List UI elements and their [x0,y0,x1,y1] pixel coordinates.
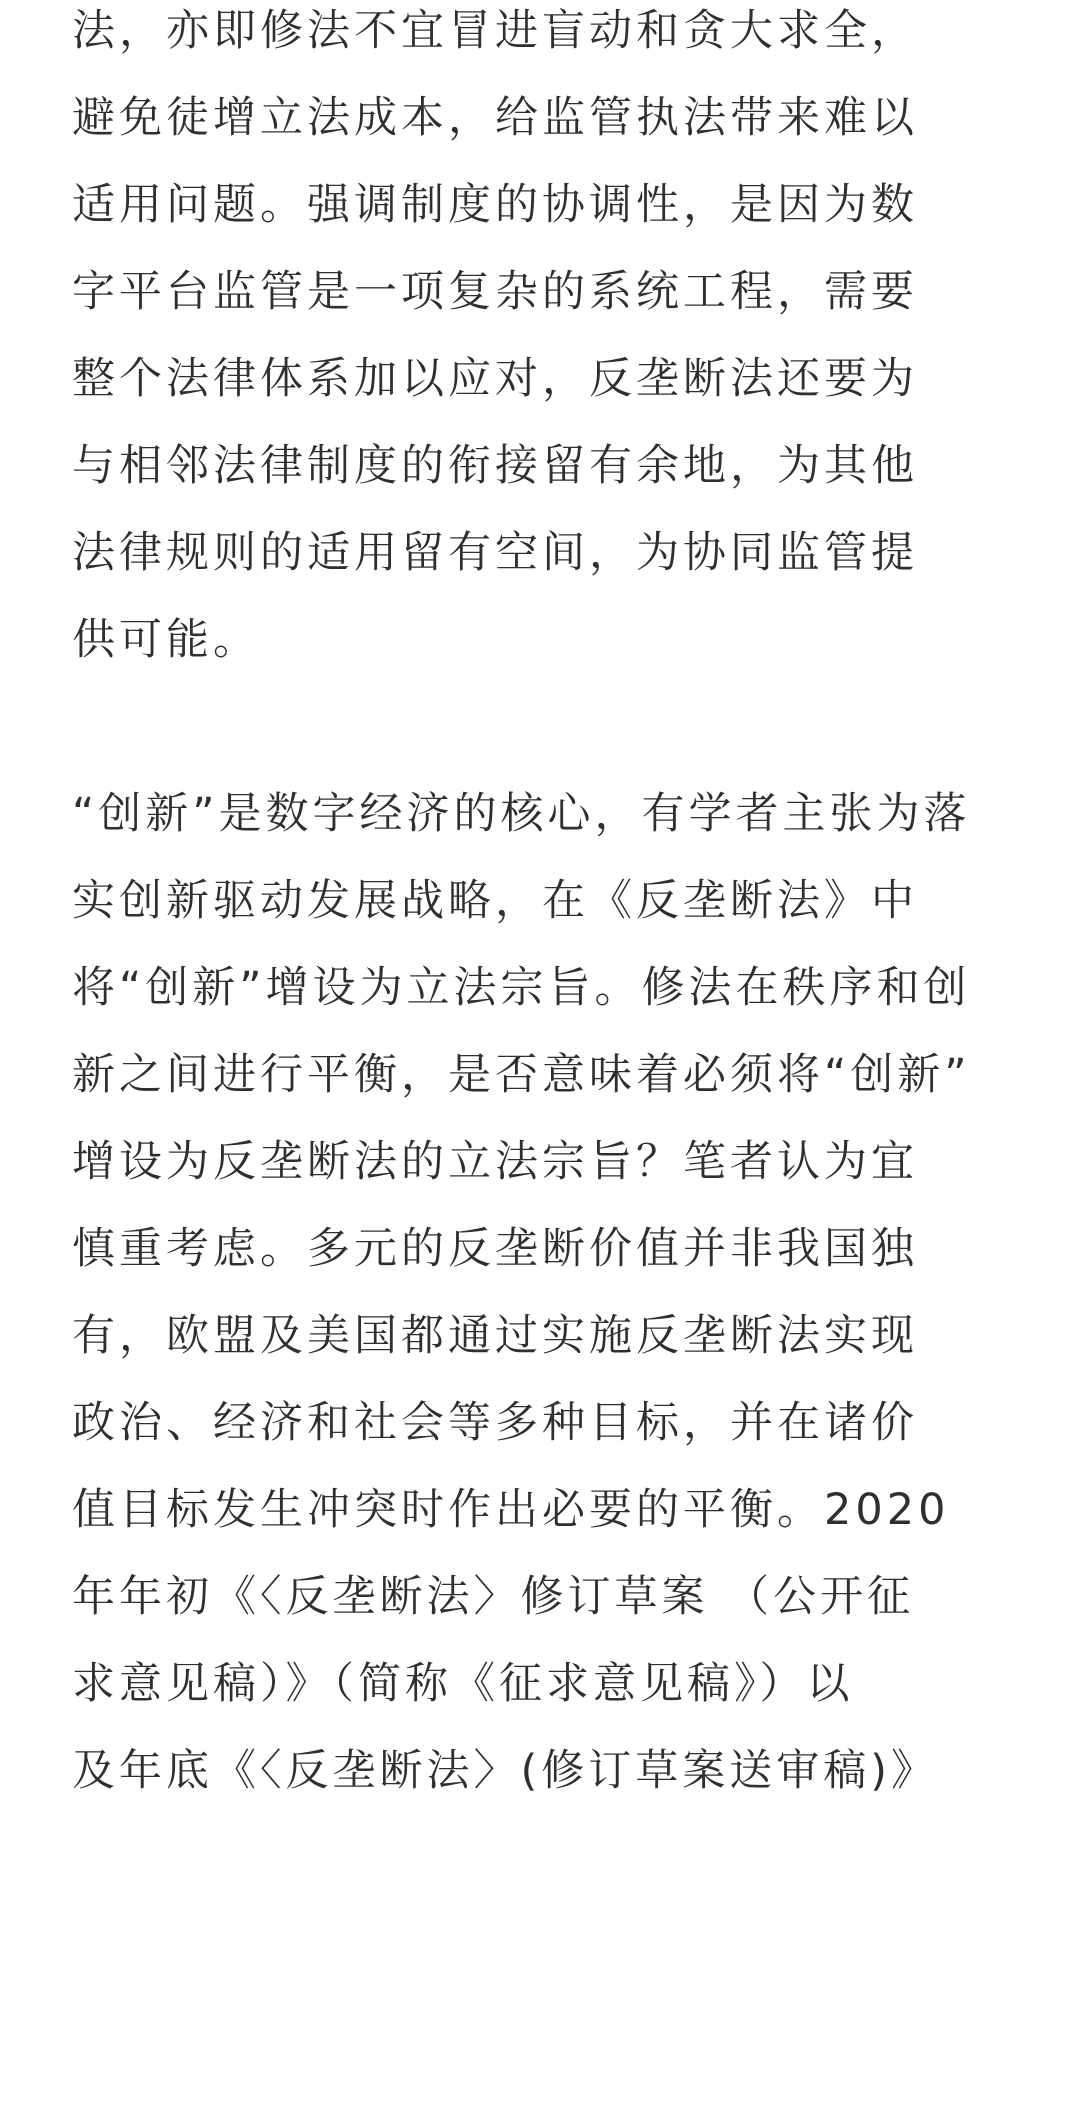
text-line: 避免徒增立法成本，给监管执法带来难以 [72,93,918,143]
text-line: 增设为反垄断法的立法宗旨？笔者认为宜 [72,1137,918,1187]
text-line: 年年初《〈反垄断法〉修订草案 （公开征 [72,1572,915,1622]
text-line: 与相邻法律制度的衔接留有余地，为其他 [72,441,918,491]
text-line: “创新”是数字经济的核心，有学者主张为落 [72,789,971,839]
text-line: 将“创新”增设为立法宗旨。修法在秩序和创 [72,963,971,1013]
text-line: 整个法律体系加以应对，反垄断法还要为 [72,354,918,404]
text-line: 值目标发生冲突时作出必要的平衡。2020 [72,1485,950,1535]
text-line: 字平台监管是一项复杂的系统工程，需要 [72,267,918,317]
text-line: 及年底《〈反垄断法〉(修订草案送审稿)》 [72,1746,939,1796]
text-line: 法，亦即修法不宜冒进盲动和贪大求全， [72,6,918,56]
text-line: 新之间进行平衡，是否意味着必须将“创新” [72,1050,971,1100]
text-line: 有，欧盟及美国都通过实施反垄断法实现 [72,1311,918,1361]
text-line: 法律规则的适用留有空间，为协同监管提 [72,528,918,578]
text-line: 慎重考虑。多元的反垄断价值并非我国独 [72,1224,918,1274]
text-line: 政治、经济和社会等多种目标，并在诸价 [72,1398,918,1448]
text-line: 供可能。 [72,615,260,665]
text-line: 适用问题。强调制度的协调性，是因为数 [72,180,918,230]
text-line: 求意见稿）》（简称《征求意见稿》）以 [72,1659,854,1709]
text-line: 实创新驱动发展战略，在《反垄断法》中 [72,876,918,926]
